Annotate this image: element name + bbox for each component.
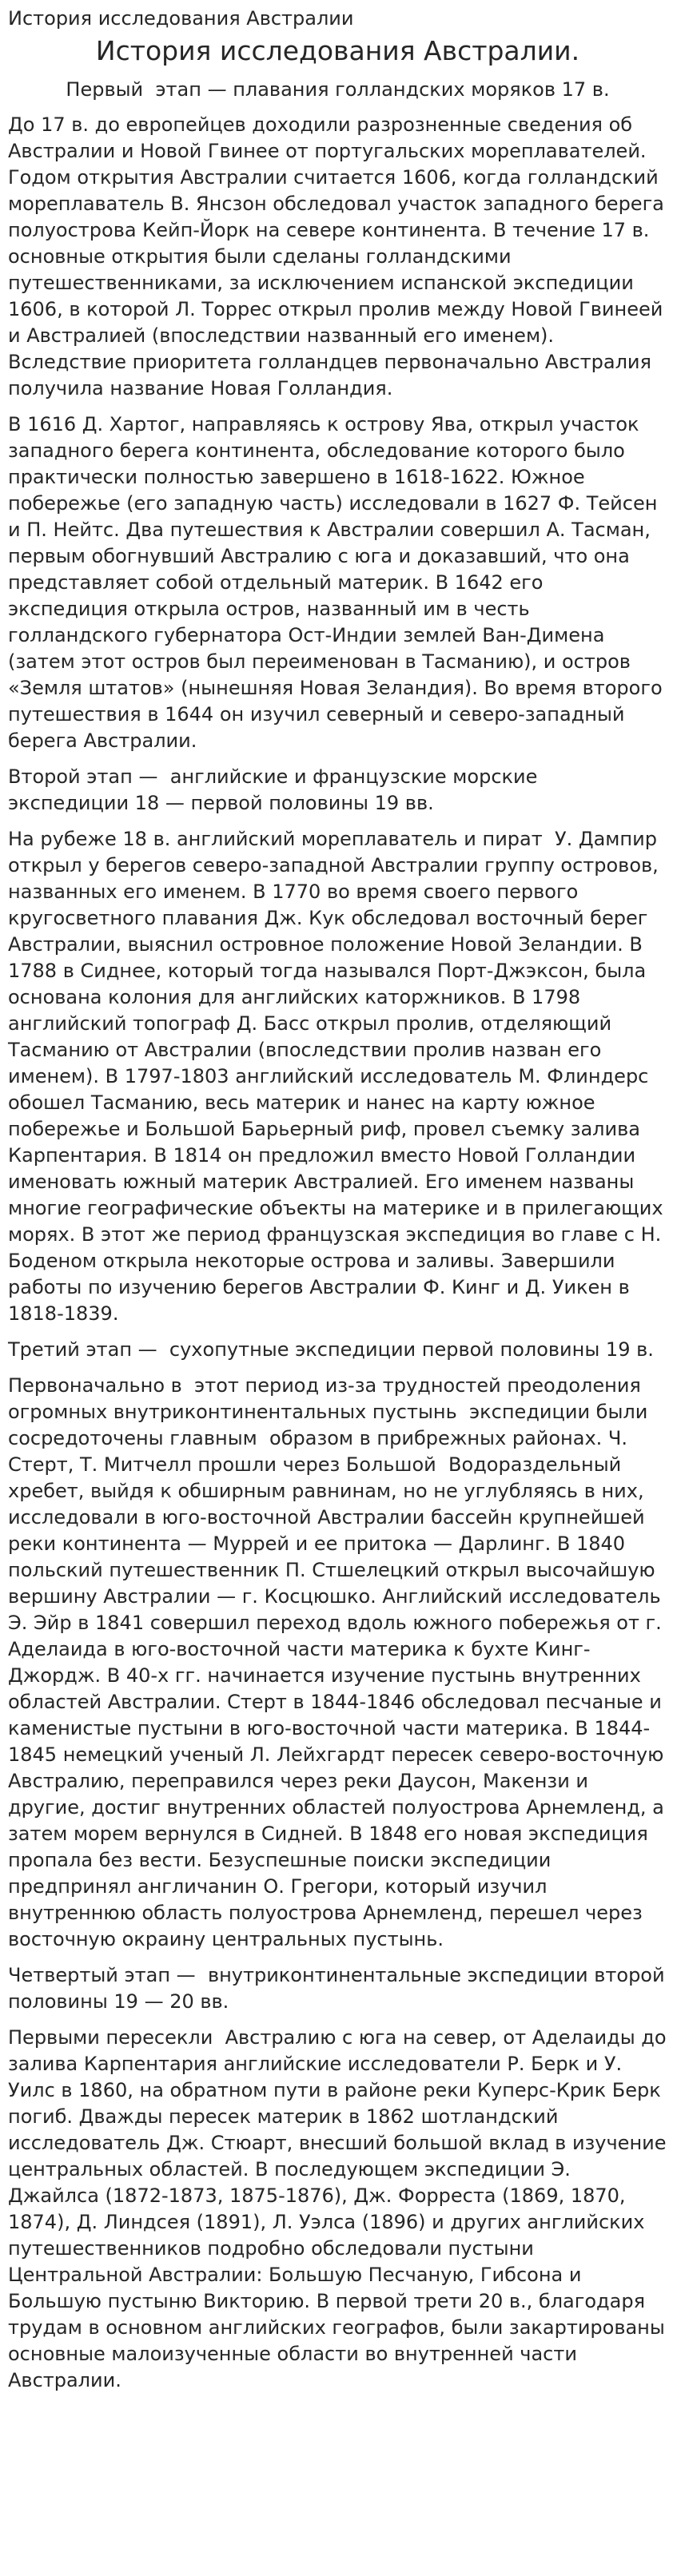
stage3-heading: Третий этап — сухопутные экспедиции первой половины 19 в. (8, 1338, 654, 1361)
page-title: История исследования Австралии. (95, 35, 580, 66)
stage4-paragraph-1: Первыми пересекли Австралию с юга на север, от Аделаиды до залива Карпентария английские исследователи Р. Берк и У. Уилс в 1860, на обратном пути в районе реки Куперс-Крик Берк погиб. Дважды пересек материк в 1862 шотландский исследователь Дж. Стюарт, внесший большой вклад в изучение центральных областей. В последующем экспедиции Э. Джайлса (1872-1873, 1875-1876), Дж. Форреста (1869, 1870, 1874), Д. Линдсея (1891), Л. Уэлса (1896) и других английских путешественников подробно обследовали пустыни Центральной Австралии: Большую Песчаную, Гибсона и Большую пустыню Викторию. В первой трети 20 в., благодаря трудам в основном английских географов, были закартированы основные малоизученные области во внутренней части Австралии. (8, 2026, 673, 2391)
stage1-paragraph-2: В 1616 Д. Хартог, направляясь к острову Ява, открыл участок западного берега континента, обследование которого было практически полностью завершено в 1618-1622. Южное побережье (его западную часть) исследовали в 1627 Ф. Тейсен и П. Нейтс. Два путешествия к Австралии совершил А. Тасман, первым обогнувший Австралию с юга и доказавший, что она представляет собой отдельный материк. В 1642 его экспедиция открыла остров, названный им в честь голландского губернатора Ост-Индии землей Ван-Димена (затем этот остров был переименован в Тасманию), и остров «Земля штатов» (нынешняя Новая Зеландия). Во время второго путешествия в 1644 он изучил северный и северо-западный берега Австралии. (8, 413, 669, 752)
stage2-paragraph-1: На рубеже 18 в. английский мореплаватель и пират У. Дампир открыл у берегов северо-западной Австралии группу островов, названных его именем. В 1770 во время своего первого кругосветного плавания Дж. Кук обследовал восточный берег Австралии, выяснил островное положение Новой Зеландии. В 1788 в Сиднее, который тогда назывался Порт-Джэксон, была основана колония для английских каторжников. В 1798 английский топограф Д. Басс открыл пролив, отделяющий Тасманию от Австралии (впоследствии пролив назван его именем). В 1797-1803 английский исследователь М. Флиндерс обошел Тасманию, весь материк и нанес на карту южное побережье и Большой Барьерный риф, провел съемку залива Карпентария. В 1814 он предложил вместо Новой Голландии именовать южный материк Австралией. Его именем названы многие географические объекты на материке и в прилегающих морях. В этот же период французская экспедиция во главе с Н. Боденом открыла некоторые острова и заливы. Завершили работы по изучению берегов Австралии Ф. Кинг и Д. Уикен в 1818-1839. (8, 828, 670, 1325)
stage1-paragraph-1: До 17 в. до европейцев доходили разрозненные сведения об Австралии и Новой Гвинее от португальских мореплавателей. Годом открытия Австралии считается 1606, когда голландский мореплаватель В. Янсзон обследовал участок западного берега полуострова Кейп-Йорк на севере континента. В течение 17 в. основные открытия были сделаны голландскими путешественниками, за исключением испанской экспедиции 1606, в которой Л. Торрес открыл пролив между Новой Гвинеей и Австралией (впоследствии названный его именем). Вследствие приоритета голландцев первоначально Австралия получила название Новая Голландия. (8, 113, 671, 400)
stage4-heading: Четвертый этап — внутриконтинентальные экспедиции второй половины 19 — 20 вв. (8, 1964, 671, 2013)
stage3-paragraph-1: Первоначально в этот период из-за трудностей преодоления огромных внутриконтинентальных пустынь экспедиции были сосредоточены главным образом в прибрежных районах. Ч. Стерт, Т. Митчелл прошли через Большой Водораздельный хребет, выйдя к обширным равнинам, но не углубляясь в них, исследовали в юго-восточной Австралии бассейн крупнейшей реки континента — Муррей и ее притока — Дарлинг. В 1840 польский путешественник П. Стшелецкий открыл высочайшую вершину Австралии — г. Косцюшко. Английский исследователь Э. Эйр в 1841 совершил переход вдоль южного побережья от г. Аделаида в юго-восточной части материка к бухте Кинг-Джордж. В 40-х гг. начинается изучение пустынь внутренних областей Австралии. Стерт в 1844-1846 обследовал песчаные и каменистые пустыни в юго-восточной части материка. В 1844-1845 немецкий ученый Л. Лейхгардт пересек северо-восточную Австралию, переправился через реки Даусон, Макензи и другие, достиг внутренних областей полуострова Арнемленд, а затем морем вернулся в Сидней. В 1848 его новая экспедиция пропала без вести. Безуспешные поиски экспедиции предпринял англичанин О. Грегори, который изучил внутреннюю область полуострова Арнемленд, перешел через восточную окраину центральных пустынь. (8, 1374, 671, 1950)
stage2-heading: Второй этап — английские и французские морские экспедиции 18 — первой половины 19 вв. (8, 765, 550, 814)
stage1-heading: Первый этап — плавания голландских моряков 17 в. (66, 78, 610, 101)
running-title: История исследования Австралии (8, 7, 354, 30)
